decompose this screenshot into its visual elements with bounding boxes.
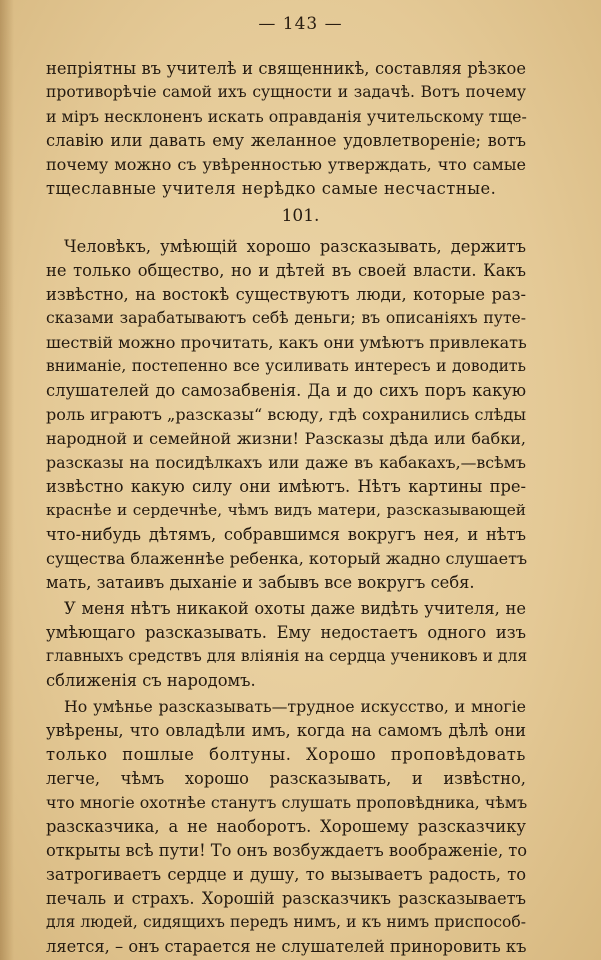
text-line: сказами зарабатываютъ себѣ деньги; въ описаніяхъ путе-: [46, 309, 526, 327]
text-line: для людей, сидящихъ передъ нимъ, и къ нимъ приспособ-: [46, 913, 526, 931]
text-line: извѣстно какую силу они имѣютъ. Нѣтъ картины пре-: [46, 477, 526, 496]
text-line: Но умѣнье разсказывать—трудное искусство, и многіе: [64, 697, 526, 716]
text-line: слушателей до самозабвенія. Да и до сихъ поръ какую: [46, 381, 526, 400]
text-line: извѣстно, на востокѣ существуютъ люди, которые раз-: [46, 285, 526, 304]
text-line: увѣрены, что овладѣли имъ, когда на самомъ дѣлѣ они: [46, 721, 526, 740]
text-line: славію или давать ему желанное удовлетвореніе; вотъ: [46, 131, 526, 150]
text-line: затрогиваетъ сердце и душу, то вызываетъ радость, то: [46, 865, 526, 884]
text-line: тщеславные учителя нерѣдко самые несчастные.: [46, 179, 497, 198]
text-line: народной и семейной жизни! Разсказы дѣда или бабки,: [46, 429, 526, 448]
text-line: роль играютъ „разсказы“ всюду, гдѣ сохранились слѣды: [46, 405, 526, 424]
text-line: У меня нѣтъ никакой охоты даже видѣть учителя, не: [64, 599, 526, 618]
text-line: почему можно съ увѣренностью утверждать, что самые: [46, 155, 526, 174]
text-line: открыты всѣ пути! То онъ возбуждаетъ воображеніе, то: [46, 841, 528, 860]
text-line: шествій можно прочитать, какъ они умѣютъ привлекать: [46, 333, 527, 352]
text-line: краснѣе и сердечнѣе, чѣмъ видъ матери, разсказывающей: [46, 501, 526, 519]
text-line: мать, затаивъ дыханіе и забывъ все вокругъ себя.: [46, 573, 475, 592]
text-line: не только общество, но и дѣтей въ своей власти. Какъ: [46, 261, 526, 280]
text-line: умѣющаго разсказывать. Ему недостаетъ одного изъ: [46, 623, 526, 642]
text-line: сближенія съ народомъ.: [46, 671, 256, 690]
text-line: только пошлые болтуны. Хорошо проповѣдовать: [46, 745, 526, 764]
text-line: печаль и страхъ. Хорошій разсказчикъ разсказываетъ: [46, 889, 526, 908]
text-line: и міръ несклоненъ искать оправданія учительскому тще-: [46, 107, 527, 126]
text-line: вниманіе, постепенно все усиливать интересъ и доводить: [46, 357, 526, 375]
text-line: непріятны въ учителѣ и священникѣ, составляя рѣзкое: [46, 59, 526, 78]
text-line: главныхъ средствъ для вліянія на сердца учениковъ и для: [46, 647, 528, 665]
text-line: существа блаженнѣе ребенка, который жадно слушаетъ: [46, 549, 528, 568]
gutter-shadow: [0, 0, 14, 960]
text-line: легче, чѣмъ хорошо разсказывать, и извѣстно,: [46, 769, 526, 788]
text-line: Человѣкъ, умѣющій хорошо разсказывать, держитъ: [64, 237, 526, 256]
text-line: что-нибудь дѣтямъ, собравшимся вокругъ нея, и нѣтъ: [46, 525, 526, 544]
text-line: ляется, – онъ старается не слушателей приноровить къ: [46, 937, 527, 956]
text-line: противорѣчіе самой ихъ сущности и задачѣ. Вотъ почему: [46, 83, 526, 101]
text-line: что многіе охотнѣе станутъ слушать проповѣдника, чѣмъ: [46, 793, 528, 812]
section-number: 101.: [281, 206, 320, 226]
text-line: разсказы на посидѣлкахъ или даже въ кабакахъ,—всѣмъ: [46, 453, 526, 472]
text-line: разсказчика, а не наоборотъ. Хорошему разсказчику: [46, 817, 526, 836]
page-number: — 143 —: [258, 14, 343, 34]
